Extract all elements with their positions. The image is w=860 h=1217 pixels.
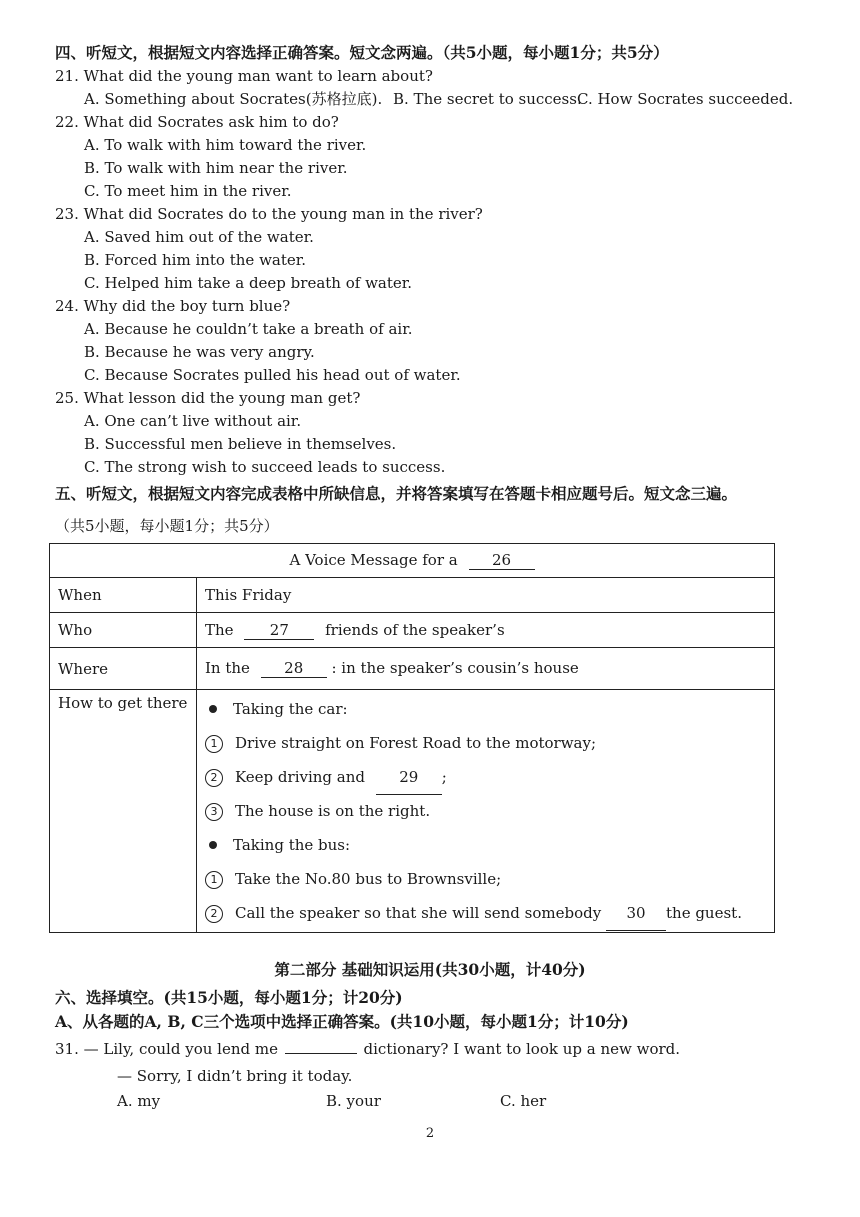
- table-row-when: [50, 578, 775, 613]
- when-label: When: [50, 578, 197, 613]
- blank-31: [285, 1053, 357, 1054]
- part-2-title: 第二部分 基础知识运用(共30小题，计40分): [274, 960, 586, 979]
- blank-29: 29: [376, 760, 442, 795]
- question-31-option-c: C. her: [500, 1092, 547, 1110]
- question-23-option-b: B. Forced him into the water.: [84, 251, 307, 269]
- where-suffix: : in the speaker’s cousin’s house: [331, 659, 579, 677]
- circled-number-icon: 2: [205, 905, 223, 923]
- question-22-stem: 22. What did Socrates ask him to do?: [55, 113, 339, 131]
- bus-heading: [205, 828, 766, 862]
- question-22-option-c: C. To meet him in the river.: [84, 182, 292, 200]
- car-step-2-suffix: ;: [441, 768, 447, 786]
- when-value: This Friday: [197, 578, 775, 613]
- blank-28: 28: [261, 659, 327, 678]
- table-title-row: [50, 544, 775, 578]
- bullet-icon: [209, 841, 217, 849]
- question-21-option-c: C. How Socrates succeeded.: [577, 90, 794, 108]
- car-heading-text: Taking the car:: [233, 700, 348, 718]
- blank-27: 27: [244, 621, 314, 640]
- circled-number-icon: 3: [205, 803, 223, 821]
- who-value: [197, 613, 775, 648]
- car-heading: [205, 692, 766, 726]
- question-24-option-c: C. Because Socrates pulled his head out of water.: [84, 366, 461, 384]
- bus-step-1-text: Take the No.80 bus to Brownsville;: [235, 870, 502, 888]
- bus-heading-text: Taking the bus:: [233, 836, 351, 854]
- question-31-option-b: B. your: [326, 1092, 381, 1110]
- where-label: Where: [50, 648, 197, 690]
- question-21-option-a: A. Something about Socrates(苏格拉底).: [84, 90, 383, 108]
- section-5-heading: 五、听短文，根据短文内容完成表格中所缺信息，并将答案填写在答题卡相应题号后。短文念三遍。: [55, 484, 738, 503]
- where-value: [197, 648, 775, 690]
- question-31-prefix: 31. — Lily, could you lend me: [55, 1040, 278, 1058]
- bus-step-1: [205, 862, 766, 896]
- car-step-3-text: The house is on the right.: [235, 802, 431, 820]
- section-6-heading: 六、选择填空。(共15小题，每小题1分；计20分): [55, 988, 403, 1007]
- question-23-option-a: A. Saved him out of the water.: [84, 228, 314, 246]
- how-label: How to get there: [50, 690, 197, 933]
- section-5-subheading: （共5小题，每小题1分；共5分）: [55, 517, 279, 535]
- question-22-option-a: A. To walk with him toward the river.: [84, 136, 367, 154]
- question-23-stem: 23. What did Socrates do to the young man in the river?: [55, 205, 483, 223]
- question-22-option-b: B. To walk with him near the river.: [84, 159, 348, 177]
- question-25-option-a: A. One can’t live without air.: [84, 412, 302, 430]
- who-label: Who: [50, 613, 197, 648]
- circled-number-icon: 2: [205, 769, 223, 787]
- question-25-stem: 25. What lesson did the young man get?: [55, 389, 361, 407]
- question-31-reply: — Sorry, I didn’t bring it today.: [117, 1067, 353, 1085]
- question-31-option-a: A. my: [117, 1092, 161, 1110]
- table-title-text: A Voice Message for a: [289, 551, 458, 569]
- table-row-who: [50, 613, 775, 648]
- question-31-suffix: dictionary? I want to look up a new word.: [363, 1040, 681, 1058]
- question-25-option-c: C. The strong wish to succeed leads to success.: [84, 458, 446, 476]
- car-step-2: [205, 760, 766, 794]
- car-step-1-text: Drive straight on Forest Road to the motorway;: [235, 734, 597, 752]
- question-24-stem: 24. Why did the boy turn blue?: [55, 297, 291, 315]
- question-24-option-b: B. Because he was very angry.: [84, 343, 315, 361]
- bus-step-2: [205, 896, 766, 930]
- section-4-heading: 四、听短文，根据短文内容选择正确答案。短文念两遍。（共5小题，每小题1分；共5分）: [55, 43, 669, 62]
- question-25-option-b: B. Successful men believe in themselves.: [84, 435, 397, 453]
- car-step-3: [205, 794, 766, 828]
- question-24-option-a: A. Because he couldn’t take a breath of air.: [84, 320, 413, 338]
- bus-step-2-prefix: Call the speaker so that she will send somebody: [235, 904, 602, 922]
- blank-30: 30: [606, 896, 666, 931]
- car-step-2-prefix: Keep driving and: [235, 768, 366, 786]
- question-21-option-b: B. The secret to success.: [393, 90, 582, 108]
- blank-26: 26: [469, 551, 535, 570]
- bullet-icon: [209, 705, 217, 713]
- page-number: 2: [425, 1126, 435, 1141]
- question-21-stem: 21. What did the young man want to learn about?: [55, 67, 433, 85]
- table-row-how: [50, 690, 775, 933]
- how-directions: [197, 690, 775, 933]
- circled-number-icon: 1: [205, 871, 223, 889]
- circled-number-icon: 1: [205, 735, 223, 753]
- where-prefix: In the: [205, 659, 250, 677]
- voice-message-table: [49, 543, 775, 933]
- table-title-cell: [50, 544, 775, 578]
- question-31-stem: [55, 1039, 680, 1059]
- bus-step-2-suffix: the guest.: [666, 904, 742, 922]
- who-suffix: friends of the speaker’s: [325, 620, 505, 639]
- table-row-where: [50, 648, 775, 690]
- who-prefix: The: [205, 620, 234, 639]
- section-a-heading: A、从各题的A, B, C三个选项中选择正确答案。(共10小题，每小题1分；计10分): [55, 1012, 629, 1031]
- question-23-option-c: C. Helped him take a deep breath of water.: [84, 274, 413, 292]
- car-step-1: [205, 726, 766, 760]
